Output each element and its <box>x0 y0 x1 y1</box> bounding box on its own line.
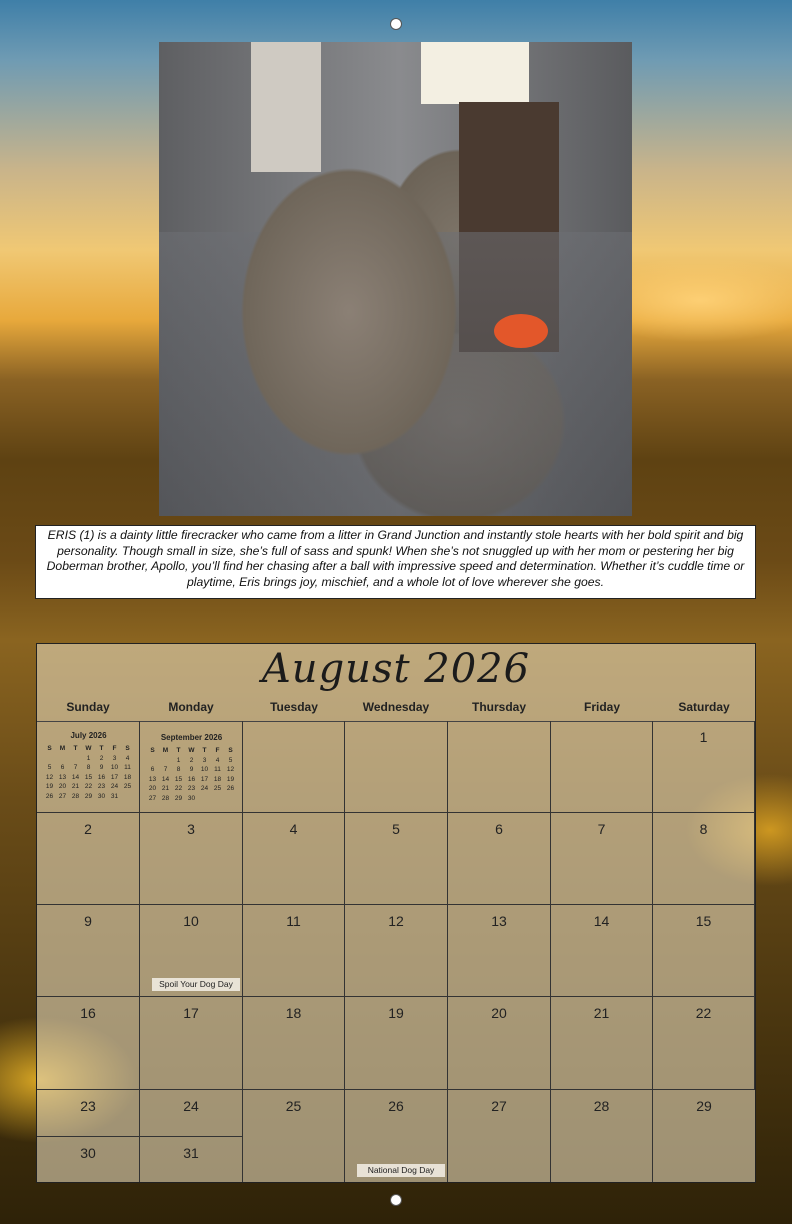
day-number: 18 <box>285 1005 302 1021</box>
day-number: 6 <box>495 821 503 837</box>
next-month-cell <box>140 721 243 813</box>
photo-dog <box>199 112 499 516</box>
day-cell <box>243 997 345 1090</box>
day-number: 1 <box>699 729 708 745</box>
day-cell <box>140 997 243 1090</box>
day-cell <box>345 813 448 905</box>
weekday-header: Sunday <box>66 700 110 714</box>
day-number: 31 <box>183 1145 199 1161</box>
day-cell <box>345 1090 448 1182</box>
day-cell <box>37 1090 140 1137</box>
dog-caption: ERIS (1) is a dainty little firecracker who came from a litter in Grand Junction and instantly stole hearts with her bold spirit and big personality. Though small in size, she’s full of sass and spunk! When she’s not snuggled up with her mom or pestering her big Doberman brother, Apollo, you’ll find her chasing after a ball with impressive speed and determination. Whether it’s cuddle time or playtime, Eris brings joy, mischief, and a whole lot of love wherever she goes. <box>35 525 756 599</box>
day-cell <box>551 905 653 997</box>
day-cell <box>243 905 345 997</box>
mini-calendar-table: S M T W T F S 1 2 3 4 5 6 7 8 9 10 11 12 13 14 15 16 17 18 19 20 21 22 23 24 25 26 27 28 29 30 31 <box>45 745 132 800</box>
day-cell <box>140 905 243 997</box>
day-cell <box>37 1137 140 1182</box>
day-number: 26 <box>388 1098 404 1114</box>
day-cell <box>448 1090 551 1182</box>
day-cell <box>653 997 755 1090</box>
day-number: 22 <box>695 1005 712 1021</box>
day-number: 9 <box>84 913 92 929</box>
day-number: 28 <box>593 1098 610 1114</box>
mini-calendar-table: S M T W T F S 1 2 3 4 5 6 7 8 9 10 11 12 13 14 15 16 17 18 19 20 21 22 23 24 25 26 27 28 29 30 <box>148 747 235 802</box>
punch-hole-bottom <box>390 1194 402 1206</box>
weekday-header: Thursday <box>471 700 526 714</box>
day-number: 11 <box>286 913 301 929</box>
day-number: 20 <box>491 1005 507 1021</box>
punch-hole-top <box>390 18 402 30</box>
day-cell <box>243 1090 345 1182</box>
empty-day-cell <box>551 721 653 813</box>
day-cell <box>653 905 755 997</box>
day-cell <box>551 813 653 905</box>
day-cell <box>653 1090 755 1182</box>
event-label: National Dog Day <box>357 1164 445 1177</box>
day-number: 14 <box>593 913 610 929</box>
day-number: 7 <box>597 821 606 837</box>
mini-calendar-title: July 2026 <box>70 731 107 740</box>
mini-calendar-september <box>144 733 239 803</box>
day-cell <box>345 997 448 1090</box>
day-number: 24 <box>183 1098 199 1114</box>
photo-window <box>421 42 529 104</box>
day-cell <box>448 997 551 1090</box>
day-number: 8 <box>699 821 708 837</box>
day-number: 12 <box>388 913 404 929</box>
day-number: 3 <box>187 821 195 837</box>
empty-day-cell <box>345 721 448 813</box>
empty-day-cell <box>243 721 345 813</box>
day-cell <box>140 1090 243 1137</box>
dog-photo <box>159 42 632 516</box>
day-cell <box>37 905 140 997</box>
prev-month-cell <box>37 721 140 813</box>
mini-calendar-july <box>41 731 136 801</box>
day-cell <box>345 905 448 997</box>
day-number: 2 <box>84 821 92 837</box>
day-number: 10 <box>183 913 199 929</box>
day-number: 13 <box>491 913 507 929</box>
day-cell <box>551 997 653 1090</box>
day-number: 4 <box>289 821 298 837</box>
calendar-grid <box>36 643 756 1183</box>
mini-calendar-title: September 2026 <box>160 733 223 742</box>
photo-ball <box>494 314 548 348</box>
weekday-header: Friday <box>583 700 620 714</box>
day-cell <box>653 813 755 905</box>
day-number: 17 <box>183 1005 199 1021</box>
weekday-header: Monday <box>168 700 214 714</box>
weekday-header: Wednesday <box>362 700 430 714</box>
day-cell <box>653 721 755 813</box>
day-number: 25 <box>285 1098 302 1114</box>
day-number: 15 <box>695 913 712 929</box>
day-cell <box>551 1090 653 1182</box>
day-cell <box>140 1137 243 1182</box>
day-cell <box>243 813 345 905</box>
day-cell <box>37 813 140 905</box>
event-label: Spoil Your Dog Day <box>152 978 240 991</box>
empty-day-cell <box>448 721 551 813</box>
day-number: 29 <box>696 1098 712 1114</box>
day-number: 23 <box>80 1098 96 1114</box>
month-title: August 2026 <box>261 646 531 692</box>
day-number: 19 <box>388 1005 404 1021</box>
day-number: 16 <box>80 1005 96 1021</box>
day-cell <box>448 905 551 997</box>
day-number: 21 <box>593 1005 610 1021</box>
day-cell <box>37 997 140 1090</box>
day-number: 30 <box>80 1145 96 1161</box>
day-cell <box>448 813 551 905</box>
day-number: 5 <box>392 821 400 837</box>
weekday-header: Saturday <box>678 700 730 714</box>
weekday-header: Tuesday <box>270 700 318 714</box>
day-number: 27 <box>491 1098 507 1114</box>
day-cell <box>140 813 243 905</box>
